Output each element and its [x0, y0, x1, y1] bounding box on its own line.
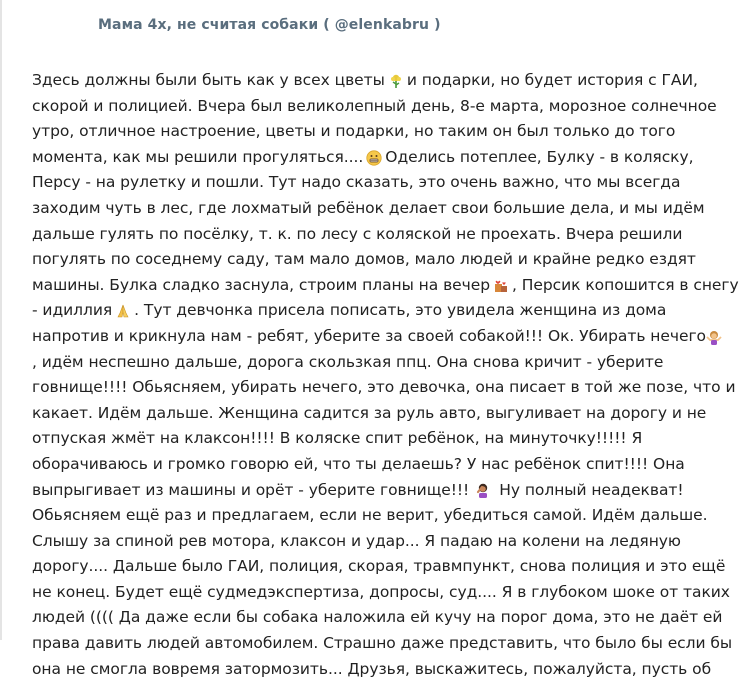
- text-line: она не смогла вовремя затормозить... Друзья, выскажитесь, пожалуйста, пусть об: [32, 659, 712, 678]
- text-line: оборачиваюсь и громко говорю ей, что ты делаешь? У нас ребёнок спит!!!! Она: [32, 454, 685, 473]
- text-line: Персу - на рулетку и пошли. Тут надо сказать, это очень важно, что мы всегда: [32, 173, 681, 192]
- text-line: права давить людей автомобилем. Страшно даже представить, что было бы если бы: [32, 634, 733, 653]
- text-line: - идиллия . Тут девчонка присела пописать, это увидела женщина из дома: [32, 301, 667, 320]
- text-line: заходим чуть в лес, где лохматый ребёнок делает свои большие дела, и мы идём: [32, 198, 705, 217]
- text-line: машины. Булка сладко заснула, строим планы на вечер , Персик копошится в снегу: [32, 275, 739, 294]
- text-line: скорой и полицией. Вчера был великолепный день, 8-е марта, морозное солнечное: [32, 96, 717, 115]
- post-header: [98, 14, 658, 36]
- gift-hearts-icon: [493, 278, 509, 294]
- text-line: не конец. Будет ещё судмедэкспертиза, допросы, суд.... Я в глубоком шоке от таких: [32, 582, 730, 601]
- text-line: дальше гулять по посёлку, т. к. по лесу с коляской не проехать. Вчера решили: [32, 224, 683, 243]
- text-line: какает. Идём дальше. Женщина садится за руль авто, выгуливает на дорогу и не: [32, 403, 707, 422]
- text-line: выпрыгивает из машины и орёт - уберите говнище!!! Ну полный неадекват!: [32, 480, 684, 499]
- text-line: напротив и крикнула нам - ребят, уберите за своей собакой!!! Ок. Убирать нечего: [32, 324, 682, 350]
- text-line: погулять по соседнему саду, там мало домов, мало людей и крайне редко ездят: [32, 250, 696, 269]
- text-line: утро, отличное настроение, цветы и подарки, но таким он был только до того: [32, 122, 676, 141]
- grimacing-face-icon: [366, 150, 382, 166]
- text-line: Слышу за спиной рев мотора, клаксон и удар... Я падаю на колени на ледяную: [32, 531, 681, 550]
- text-line: момента, как мы решили прогуляться.... Оделись потеплее, Булку - в коляску,: [32, 147, 694, 166]
- post-body: [32, 68, 739, 682]
- flower-bouquet-icon: [388, 73, 404, 89]
- left-border: [0, 0, 2, 640]
- shrug-woman-icon: [706, 329, 722, 345]
- text-line: отпуская жмёт на клаксон!!!! В коляске спит ребёнок, на минуточку!!!!! Я: [32, 429, 643, 448]
- post-author[interactable]: Мама 4х, не считая собаки ( @elenkabru ): [98, 17, 441, 33]
- text-line: говнище!!!! Обьясняем, убирать нечего, это девочка, она писает в той же позе, что и: [32, 378, 736, 397]
- text-line: Обьясняем ещё раз и предлагаем, если не верит, убедиться самой. Идём дальше.: [32, 506, 708, 525]
- facepalm-woman-icon: [475, 482, 491, 498]
- text-line: людей (((( Да даже если бы собака наложила ей кучу на порог дома, это не даёт ей: [32, 608, 723, 627]
- text-line: , идём неспешно дальше, дорога скользкая ппц. Она снова кричит - уберите: [32, 352, 664, 371]
- text-line: дорогу.... Дальше было ГАИ, полиция, скорая, травмпункт, снова полиция и это ещё: [32, 557, 726, 576]
- text-line: Здесь должны были быть как у всех цветы и подарки, но будет история с ГАИ,: [32, 71, 698, 89]
- praying-hands-icon: [115, 303, 131, 319]
